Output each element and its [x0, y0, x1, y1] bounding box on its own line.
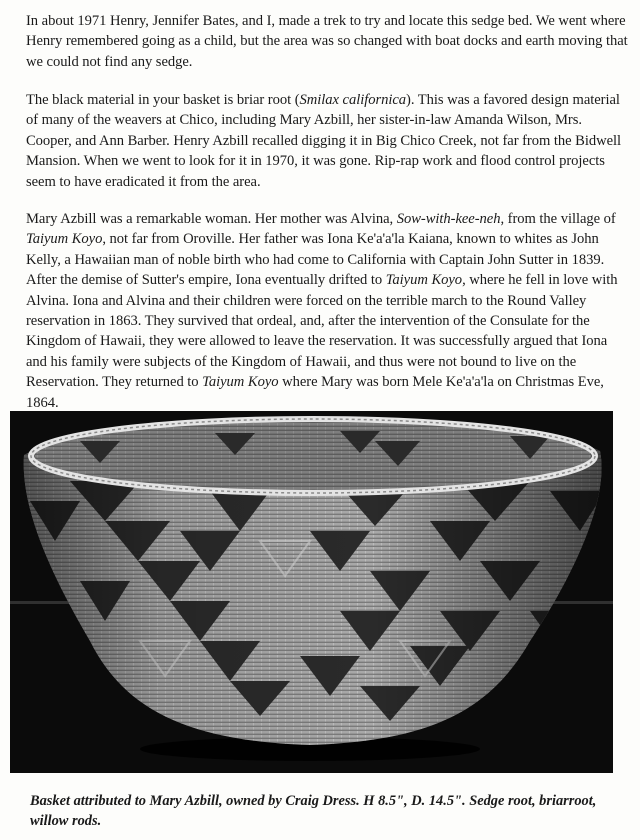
p3-text-4: , where he fell in love with Alvina. Iona and Alvina and their children were forced on the terrible march to the Round Valley reservation in 1863. They survived that ordeal, and, after the intervention of the Consulate for the Kingdom of Hawaii, they were allowed to leave the reservation. It was successfully argued that Iona and his family were subjects of the Kingdom of Hawaii, and thus were not bound to live on the Reservation. They returned to — [26, 272, 618, 391]
basket-photo — [10, 411, 613, 773]
p3-italic-2: Taiyum Koyo — [26, 231, 103, 248]
p3-italic-4: Taiyum Koyo — [202, 374, 279, 391]
p3-italic-3: Taiyum Koyo — [385, 272, 463, 289]
p3-italic-1: Sow-with-kee-neh — [396, 211, 501, 227]
p3-text-2: , from the village of — [500, 211, 616, 227]
p2-text-after: ). This was a favored design material of many of the weavers at Chico, including Mary Azbill, her sister-in-law Amanda Wilson, Mrs. Cooper, and Ann Barber. Henry Azbill recalled digging it in Big Chico Creek, not far from the Bidwell Mansion. When we went to look for it in 1970, it was gone. Rip-rap work and flood control projects seem to have eradicated it from the area. — [26, 92, 622, 190]
p2-text-before: The black material in your basket is briar root ( — [26, 92, 300, 108]
photo-caption: Basket attributed to Mary Azbill, owned by Craig Dress. H 8.5", D. 14.5". Sedge root, briarroot, willow rods. — [30, 793, 597, 829]
p3-text-1: Mary Azbill was a remarkable woman. Her mother was Alvina, — [26, 211, 397, 227]
paragraph-sedge-bed: In about 1971 Henry, Jennifer Bates, and I, made a trek to try and locate this sedge bed. We went where Henry remembered going as a child, but the area was so changed with boat docks and earth moving that we could not find any sedge. — [26, 13, 628, 70]
p3-text-3: , not far from Oroville. Her father was Iona Ke'a'a'la Kaiana, known to whites as John Kelly, a Hawaiian man of noble birth who had come to California with Captain John Sutter in 1839. After the demise of Sutter's empire, Iona eventually drifted to — [26, 231, 605, 289]
p3-text-5: where Mary was born Mele Ke'a'a'la on Christmas Eve, 1864. — [26, 374, 604, 411]
paragraph-briar-root — [26, 90, 630, 192]
paragraph-mary-azbill — [26, 209, 630, 413]
p2-species-name: Smilax californica — [299, 92, 407, 108]
